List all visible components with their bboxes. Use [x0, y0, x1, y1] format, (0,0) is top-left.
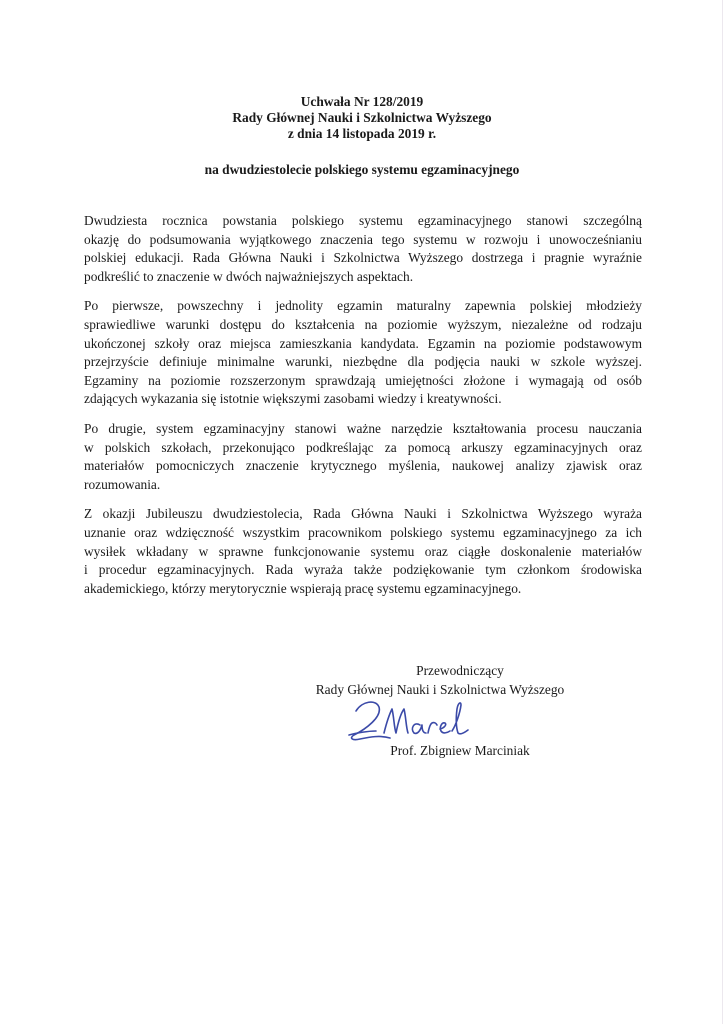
text-line: zdających wykazania się istotnie większymi zasobami wiedzy i kreatywności. — [84, 391, 502, 407]
resolution-subject: na dwudziestolecie polskiego systemu egzaminacyjnego — [204, 162, 520, 177]
text-line: Dwudziesta rocznica powstania polskiego systemu egzaminacyjnego stanowi szczególną — [84, 213, 642, 228]
text-line: wysiłek wkładany w sprawne funkcjonowanie systemu oraz ciągłe doskonalenie materiałów — [84, 543, 642, 559]
signer-role: Przewodniczący — [416, 663, 504, 678]
paragraph-2 — [84, 297, 642, 409]
text-line: podkreślić to znaczenie w dwóch najważniejszych aspektach. — [84, 268, 414, 284]
resolution-date: z dnia 14 listopada 2019 r. — [287, 126, 437, 141]
signer-institution: Rady Głównej Nauki i Szkolnictwa Wyższego — [315, 681, 565, 697]
signature-block — [290, 662, 590, 758]
signer-name: Prof. Zbigniew Marciniak — [390, 743, 530, 758]
issuing-body: Rady Głównej Nauki i Szkolnictwa Wyższego — [232, 110, 492, 125]
text-line: Egzaminy na poziomie rozszerzonym sprawdzają umiejętności złożone i wymagają od osób — [84, 372, 642, 388]
resolution-number: Uchwała Nr 128/2019 — [300, 94, 424, 109]
paragraph-1 — [84, 212, 642, 286]
text-line: rozumowania. — [84, 476, 161, 492]
resolution-body — [84, 212, 642, 609]
text-line: przejrzyście definiuje minimalne warunki, niezbędne dla podjęcia nauki w szkole wyższej. — [84, 354, 642, 370]
text-line: akademickiego, którzy merytorycznie wspierają pracę systemu egzaminacyjnego. — [84, 580, 522, 596]
text-line: uznanie oraz wdzięczność wszystkim pracownikom polskiego systemu egzaminacyjnego za ich — [84, 524, 642, 540]
text-line: sprawiedliwe warunki dostępu do kształcenia na poziomie wyższym, niezależne od rodzaju — [84, 316, 642, 332]
text-line: i procedur egzaminacyjnych. Rada wyraża także podziękowanie tym członkom środowiska — [84, 562, 642, 578]
paragraph-3 — [84, 420, 642, 494]
text-line: polskiej edukacji. Rada Główna Nauki i Szkolnictwa Wyższego dostrzega i pragnie wyraźnie — [84, 250, 642, 266]
resolution-header — [0, 94, 724, 142]
text-line: okazję do podsumowania wyjątkowego znaczenia tego systemu w rozwoju i unowocześnianiu — [84, 231, 642, 247]
text-line: materiałów pomocniczych znaczenie krytycznego myślenia, naukowej analizy zjawisk oraz — [84, 458, 642, 474]
text-line: Po pierwsze, powszechny i jednolity egzamin maturalny zapewnia polskiej młodzieży — [84, 298, 642, 314]
text-line: Z okazji Jubileuszu dwudziestolecia, Rada Główna Nauki i Szkolnictwa Wyższego wyraża — [84, 506, 642, 522]
paragraph-4 — [84, 505, 642, 598]
page-edge — [722, 0, 723, 1024]
text-line: w polskich szkołach, przekonująco podkreślając za pomocą arkuszy egzaminacyjnych oraz — [84, 439, 642, 455]
text-line: Po drugie, system egzaminacyjny stanowi ważne narzędzie kształtowania procesu nauczania — [84, 420, 642, 436]
handwritten-signature-icon — [346, 695, 496, 747]
text-line: ukończonej szkoły oraz miejsca zamieszkania kandydata. Egzamin na poziomie podstawowym — [84, 335, 642, 351]
